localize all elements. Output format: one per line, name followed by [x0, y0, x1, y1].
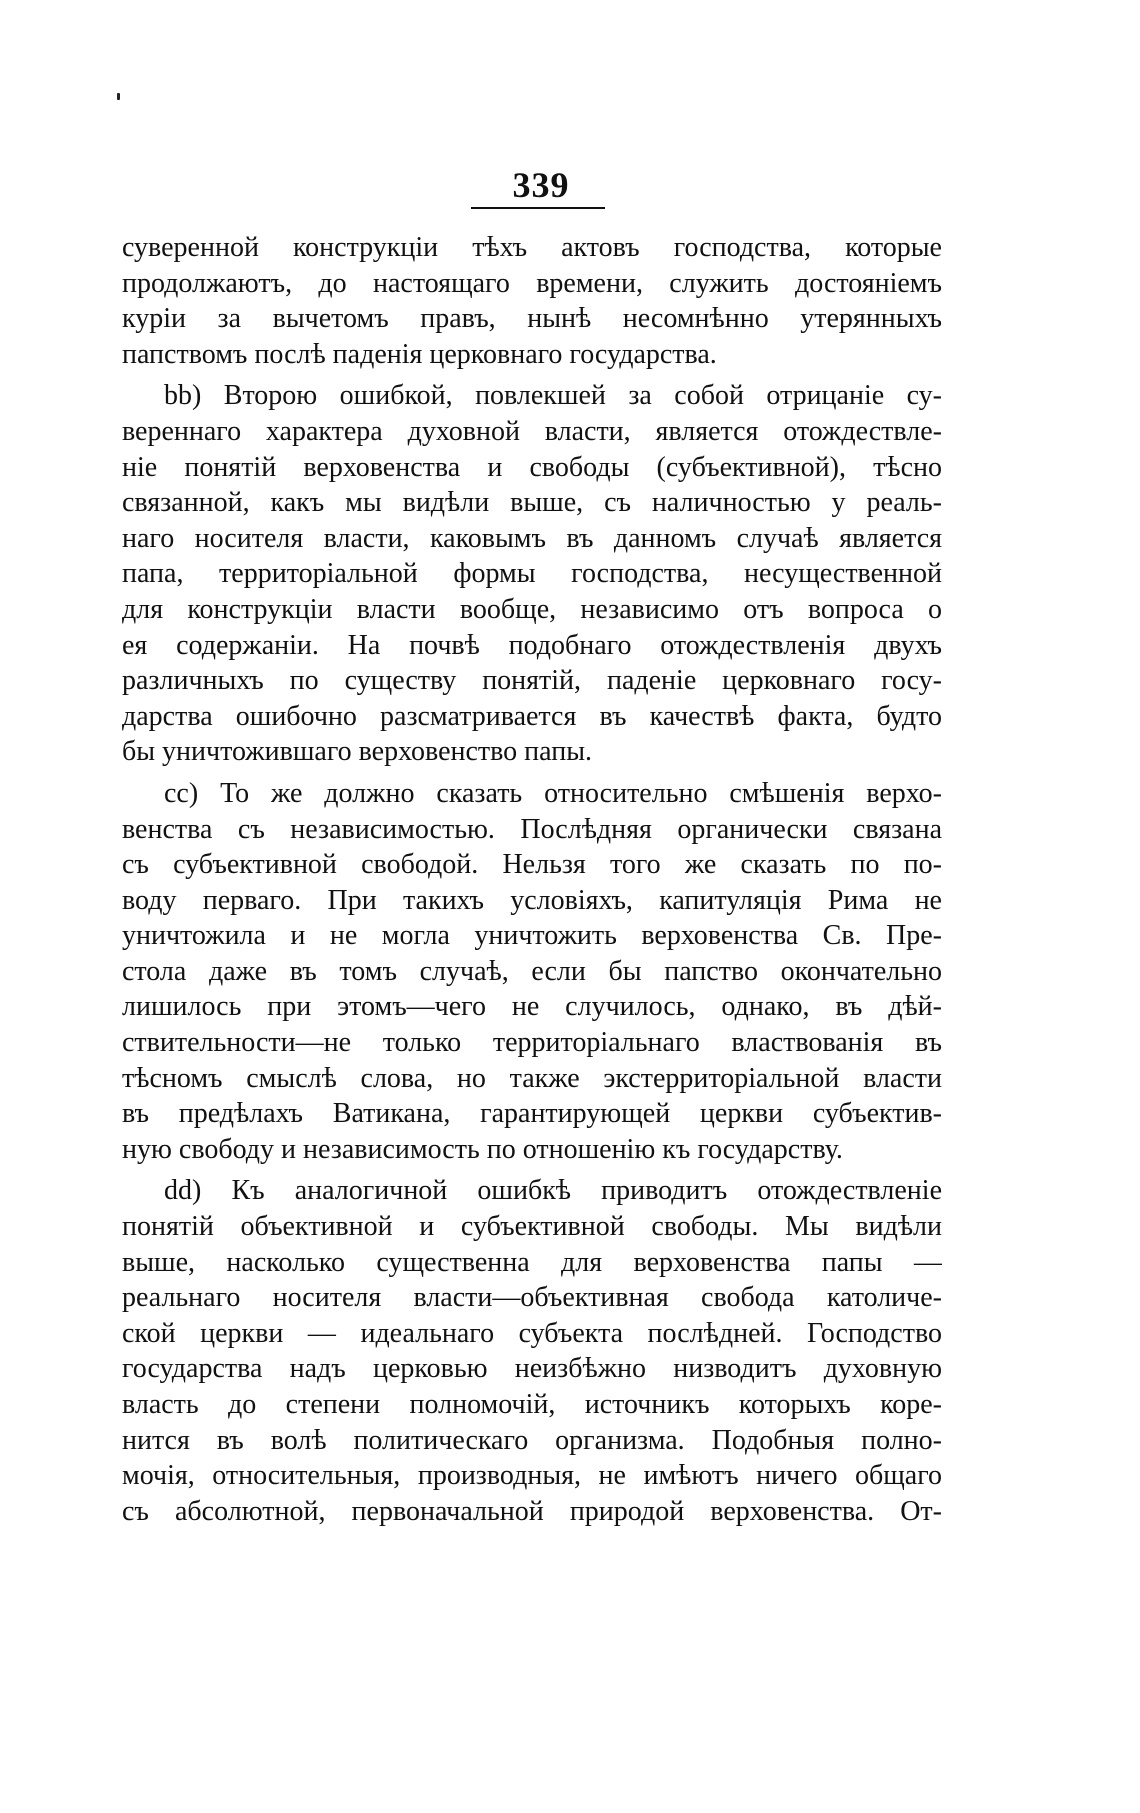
body-text: [122, 230, 942, 1529]
text-line: ской церкви — идеальнаго субъекта послѣдней. Господство: [122, 1317, 942, 1349]
page-number: 339: [512, 165, 570, 205]
text-line: наго носителя власти, каковымъ въ данномъ случаѣ является: [122, 522, 942, 554]
text-line: государства надъ церковью неизбѣжно низводитъ духовную: [122, 1353, 942, 1385]
text-line: понятій объективной и субъективной свободы. Мы видѣли: [122, 1211, 942, 1243]
text-line: реальнаго носителя власти—объективная свобода католиче-: [122, 1282, 942, 1314]
text-line: стола даже въ томъ случаѣ, если бы папство окончательно: [122, 955, 942, 987]
text-line: вереннаго характера духовной власти, является отождествле-: [122, 415, 942, 447]
text-line: венства съ независимостью. Послѣдняя органически связана: [122, 813, 942, 845]
text-line: куріи за вычетомъ правъ, нынѣ несомнѣнно утерянныхъ: [122, 303, 942, 335]
text-line: связанной, какъ мы видѣли выше, съ наличностью у реаль-: [122, 487, 942, 519]
text-line: нится въ волѣ политическаго организма. Подобныя полно-: [122, 1424, 942, 1456]
text-line: бы уничтожившаго верховенство папы.: [122, 736, 593, 768]
text-line: папа, территоріальной формы господства, несущественной: [122, 558, 942, 590]
text-line: уничтожила и не могла уничтожить верховенства Св. Пре-: [122, 920, 942, 952]
text-line: папствомъ послѣ паденія церковнаго государства.: [122, 338, 717, 370]
text-line: ную свободу и независимость по отношенію къ государству.: [122, 1133, 843, 1165]
text-line: съ субъективной свободой. Нельзя того же сказать по по-: [122, 849, 942, 881]
text-line: мочія, относительныя, производныя, не имѣютъ ничего общаго: [122, 1460, 942, 1492]
text-line: лишилось при этомъ—чего не случилось, однако, въ дѣй-: [122, 991, 942, 1023]
text-line: суверенной конструкціи тѣхъ актовъ господства, которые: [122, 232, 942, 263]
text-line: dd) Къ аналогичной ошибкѣ приводитъ отождествленіе: [164, 1175, 942, 1207]
text-line: воду перваго. При такихъ условіяхъ, капитуляція Рима не: [122, 884, 942, 916]
page-number-rule: [471, 207, 605, 209]
text-line: для конструкціи власти вообще, независимо отъ вопроса о: [122, 593, 942, 625]
ink-speck: [117, 93, 120, 100]
text-line: въ предѣлахъ Ватикана, гарантирующей церкви субъектив-: [122, 1098, 942, 1130]
text-line: тѣсномъ смыслѣ слова, но также экстерриторіальной власти: [122, 1062, 942, 1094]
text-line: cc) То же должно сказать относительно смѣшенія верхо-: [164, 777, 942, 809]
paragraph-bb: [122, 378, 942, 770]
text-line: продолжаютъ, до настоящаго времени, служить достояніемъ: [122, 267, 942, 299]
text-line: bb) Второю ошибкой, повлекшей за собой отрицаніе су-: [164, 380, 942, 412]
text-line: власть до степени полномочій, источникъ которыхъ коре-: [122, 1389, 942, 1420]
text-line: различныхъ по существу понятій, паденіе церковнаго госу-: [122, 665, 942, 697]
text-line: ніе понятій верховенства и свободы (субъективной), тѣсно: [122, 451, 942, 483]
text-line: съ абсолютной, первоначальной природой верховенства. От-: [122, 1495, 942, 1527]
text-line: выше, насколько существенна для верховенства папы —: [122, 1246, 942, 1278]
text-line: ствительности—не только территоріальнаго властвованія въ: [122, 1027, 942, 1059]
paragraph-cc: [122, 776, 942, 1168]
text-line: дарства ошибочно разсматривается въ качествѣ факта, будто: [122, 700, 942, 732]
paragraph-continuation: [122, 230, 942, 372]
text-line: ея содержаніи. На почвѣ подобнаго отождествленія двухъ: [122, 629, 942, 661]
paragraph-dd: [122, 1173, 942, 1529]
